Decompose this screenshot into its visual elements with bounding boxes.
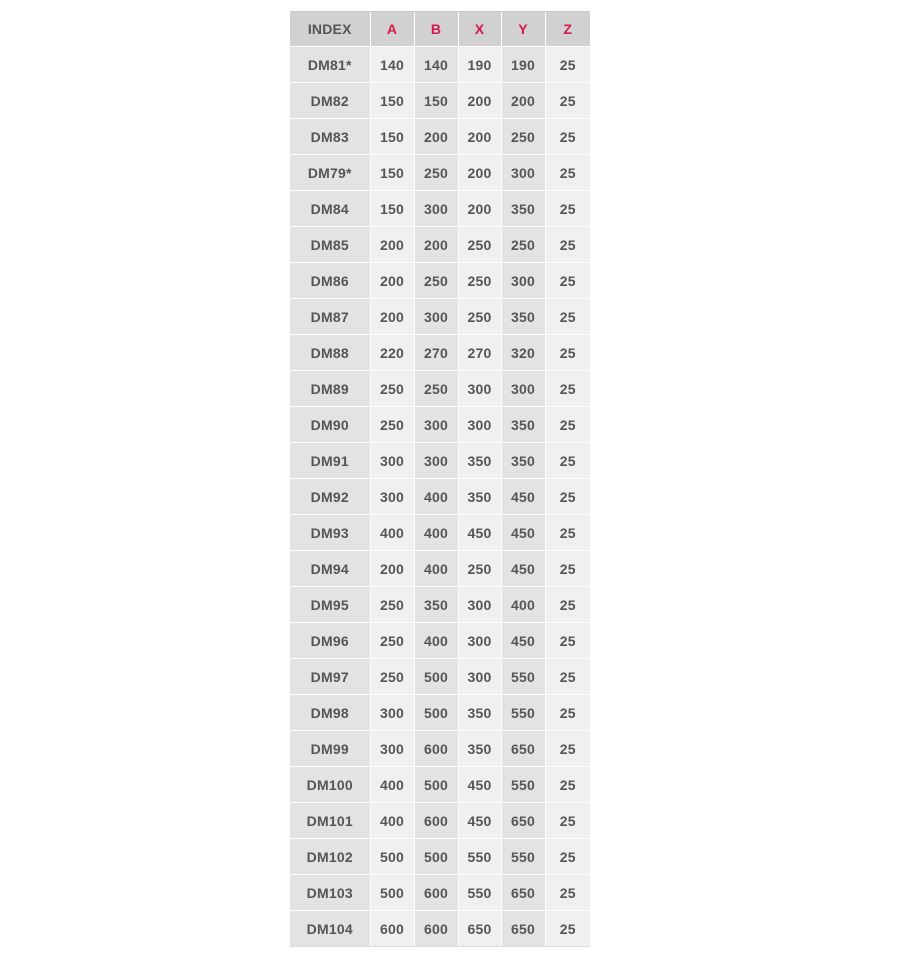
cell-index: DM86 xyxy=(290,263,370,299)
cell-x: 250 xyxy=(458,551,501,587)
cell-y: 250 xyxy=(501,227,545,263)
cell-index: DM96 xyxy=(290,623,370,659)
cell-z: 25 xyxy=(545,47,590,83)
cell-y: 200 xyxy=(501,83,545,119)
cell-index: DM88 xyxy=(290,335,370,371)
cell-z: 25 xyxy=(545,479,590,515)
table-row xyxy=(290,443,590,479)
cell-y: 300 xyxy=(501,155,545,191)
table-row xyxy=(290,263,590,299)
table-row xyxy=(290,695,590,731)
cell-a: 300 xyxy=(370,731,414,767)
cell-z: 25 xyxy=(545,191,590,227)
cell-index: DM92 xyxy=(290,479,370,515)
cell-x: 300 xyxy=(458,587,501,623)
cell-x: 300 xyxy=(458,407,501,443)
cell-z: 25 xyxy=(545,443,590,479)
cell-y: 450 xyxy=(501,479,545,515)
cell-a: 300 xyxy=(370,479,414,515)
cell-index: DM87 xyxy=(290,299,370,335)
cell-index: DM93 xyxy=(290,515,370,551)
cell-x: 350 xyxy=(458,443,501,479)
cell-b: 500 xyxy=(414,659,458,695)
cell-a: 250 xyxy=(370,407,414,443)
cell-x: 300 xyxy=(458,371,501,407)
cell-b: 600 xyxy=(414,875,458,911)
table-row xyxy=(290,299,590,335)
header-z: Z xyxy=(545,12,590,47)
cell-x: 200 xyxy=(458,119,501,155)
table-row xyxy=(290,227,590,263)
cell-x: 450 xyxy=(458,767,501,803)
cell-x: 200 xyxy=(458,83,501,119)
cell-y: 190 xyxy=(501,47,545,83)
cell-x: 550 xyxy=(458,839,501,875)
cell-b: 250 xyxy=(414,155,458,191)
table-row xyxy=(290,47,590,83)
cell-index: DM103 xyxy=(290,875,370,911)
dimensions-table xyxy=(290,12,590,946)
cell-x: 190 xyxy=(458,47,501,83)
cell-y: 550 xyxy=(501,839,545,875)
cell-b: 400 xyxy=(414,551,458,587)
table-row xyxy=(290,623,590,659)
table-row xyxy=(290,839,590,875)
cell-b: 200 xyxy=(414,227,458,263)
cell-y: 650 xyxy=(501,803,545,839)
table-row xyxy=(290,371,590,407)
cell-index: DM91 xyxy=(290,443,370,479)
header-a: A xyxy=(370,12,414,47)
cell-x: 350 xyxy=(458,479,501,515)
cell-y: 450 xyxy=(501,623,545,659)
cell-index: DM82 xyxy=(290,83,370,119)
cell-y: 350 xyxy=(501,191,545,227)
cell-z: 25 xyxy=(545,299,590,335)
cell-x: 270 xyxy=(458,335,501,371)
cell-z: 25 xyxy=(545,263,590,299)
cell-y: 650 xyxy=(501,875,545,911)
cell-index: DM83 xyxy=(290,119,370,155)
table-row xyxy=(290,515,590,551)
cell-index: DM85 xyxy=(290,227,370,263)
cell-z: 25 xyxy=(545,731,590,767)
header-x: X xyxy=(458,12,501,47)
table-row xyxy=(290,407,590,443)
cell-x: 200 xyxy=(458,155,501,191)
cell-index: DM97 xyxy=(290,659,370,695)
cell-y: 450 xyxy=(501,515,545,551)
table-row xyxy=(290,83,590,119)
cell-x: 350 xyxy=(458,731,501,767)
cell-a: 250 xyxy=(370,623,414,659)
table-row xyxy=(290,191,590,227)
cell-b: 400 xyxy=(414,515,458,551)
cell-index: DM94 xyxy=(290,551,370,587)
cell-b: 600 xyxy=(414,911,458,947)
cell-z: 25 xyxy=(545,695,590,731)
cell-b: 300 xyxy=(414,407,458,443)
cell-x: 350 xyxy=(458,695,501,731)
cell-a: 150 xyxy=(370,119,414,155)
cell-y: 400 xyxy=(501,587,545,623)
cell-a: 150 xyxy=(370,191,414,227)
cell-a: 400 xyxy=(370,803,414,839)
table-row xyxy=(290,155,590,191)
cell-a: 200 xyxy=(370,263,414,299)
cell-index: DM98 xyxy=(290,695,370,731)
cell-b: 600 xyxy=(414,803,458,839)
header-index: INDEX xyxy=(290,12,370,47)
header-y: Y xyxy=(501,12,545,47)
cell-z: 25 xyxy=(545,587,590,623)
cell-index: DM104 xyxy=(290,911,370,947)
cell-b: 500 xyxy=(414,767,458,803)
cell-b: 500 xyxy=(414,695,458,731)
cell-b: 600 xyxy=(414,731,458,767)
cell-a: 600 xyxy=(370,911,414,947)
cell-y: 350 xyxy=(501,443,545,479)
cell-y: 550 xyxy=(501,659,545,695)
cell-b: 140 xyxy=(414,47,458,83)
cell-b: 250 xyxy=(414,371,458,407)
table-row xyxy=(290,587,590,623)
cell-x: 650 xyxy=(458,911,501,947)
cell-b: 400 xyxy=(414,479,458,515)
cell-a: 200 xyxy=(370,551,414,587)
cell-y: 650 xyxy=(501,731,545,767)
cell-a: 250 xyxy=(370,659,414,695)
cell-a: 500 xyxy=(370,839,414,875)
dimensions-table-container xyxy=(290,11,590,947)
cell-index: DM101 xyxy=(290,803,370,839)
cell-x: 450 xyxy=(458,515,501,551)
cell-a: 140 xyxy=(370,47,414,83)
cell-y: 650 xyxy=(501,911,545,947)
table-row xyxy=(290,335,590,371)
cell-index: DM89 xyxy=(290,371,370,407)
cell-z: 25 xyxy=(545,839,590,875)
cell-x: 250 xyxy=(458,299,501,335)
cell-index: DM99 xyxy=(290,731,370,767)
cell-z: 25 xyxy=(545,155,590,191)
cell-x: 300 xyxy=(458,623,501,659)
table-body xyxy=(290,47,590,947)
cell-a: 150 xyxy=(370,83,414,119)
header-b: B xyxy=(414,12,458,47)
cell-y: 350 xyxy=(501,299,545,335)
cell-z: 25 xyxy=(545,803,590,839)
cell-z: 25 xyxy=(545,623,590,659)
cell-y: 550 xyxy=(501,767,545,803)
cell-x: 450 xyxy=(458,803,501,839)
table-row xyxy=(290,803,590,839)
table-row xyxy=(290,875,590,911)
cell-z: 25 xyxy=(545,335,590,371)
table-row xyxy=(290,911,590,947)
cell-y: 320 xyxy=(501,335,545,371)
cell-index: DM102 xyxy=(290,839,370,875)
cell-z: 25 xyxy=(545,659,590,695)
cell-y: 450 xyxy=(501,551,545,587)
cell-a: 250 xyxy=(370,371,414,407)
cell-b: 300 xyxy=(414,443,458,479)
cell-y: 300 xyxy=(501,263,545,299)
cell-a: 300 xyxy=(370,443,414,479)
cell-x: 250 xyxy=(458,263,501,299)
cell-z: 25 xyxy=(545,371,590,407)
cell-index: DM81* xyxy=(290,47,370,83)
cell-z: 25 xyxy=(545,767,590,803)
cell-index: DM95 xyxy=(290,587,370,623)
cell-x: 250 xyxy=(458,227,501,263)
cell-index: DM100 xyxy=(290,767,370,803)
cell-y: 250 xyxy=(501,119,545,155)
cell-b: 250 xyxy=(414,263,458,299)
cell-z: 25 xyxy=(545,227,590,263)
cell-a: 150 xyxy=(370,155,414,191)
cell-a: 500 xyxy=(370,875,414,911)
cell-index: DM90 xyxy=(290,407,370,443)
cell-z: 25 xyxy=(545,551,590,587)
cell-b: 150 xyxy=(414,83,458,119)
table-row xyxy=(290,479,590,515)
cell-b: 270 xyxy=(414,335,458,371)
cell-b: 400 xyxy=(414,623,458,659)
cell-b: 200 xyxy=(414,119,458,155)
cell-x: 300 xyxy=(458,659,501,695)
cell-a: 200 xyxy=(370,227,414,263)
cell-a: 220 xyxy=(370,335,414,371)
cell-z: 25 xyxy=(545,119,590,155)
cell-x: 550 xyxy=(458,875,501,911)
cell-y: 550 xyxy=(501,695,545,731)
table-row xyxy=(290,551,590,587)
cell-b: 500 xyxy=(414,839,458,875)
cell-a: 400 xyxy=(370,515,414,551)
table-row xyxy=(290,731,590,767)
cell-z: 25 xyxy=(545,407,590,443)
cell-z: 25 xyxy=(545,83,590,119)
cell-y: 350 xyxy=(501,407,545,443)
cell-a: 250 xyxy=(370,587,414,623)
cell-index: DM84 xyxy=(290,191,370,227)
cell-z: 25 xyxy=(545,515,590,551)
cell-b: 300 xyxy=(414,191,458,227)
cell-b: 300 xyxy=(414,299,458,335)
table-row xyxy=(290,119,590,155)
cell-z: 25 xyxy=(545,911,590,947)
table-header-row xyxy=(290,12,590,47)
cell-a: 300 xyxy=(370,695,414,731)
cell-index: DM79* xyxy=(290,155,370,191)
table-row xyxy=(290,659,590,695)
cell-a: 200 xyxy=(370,299,414,335)
cell-x: 200 xyxy=(458,191,501,227)
cell-y: 300 xyxy=(501,371,545,407)
cell-z: 25 xyxy=(545,875,590,911)
cell-a: 400 xyxy=(370,767,414,803)
table-row xyxy=(290,767,590,803)
cell-b: 350 xyxy=(414,587,458,623)
